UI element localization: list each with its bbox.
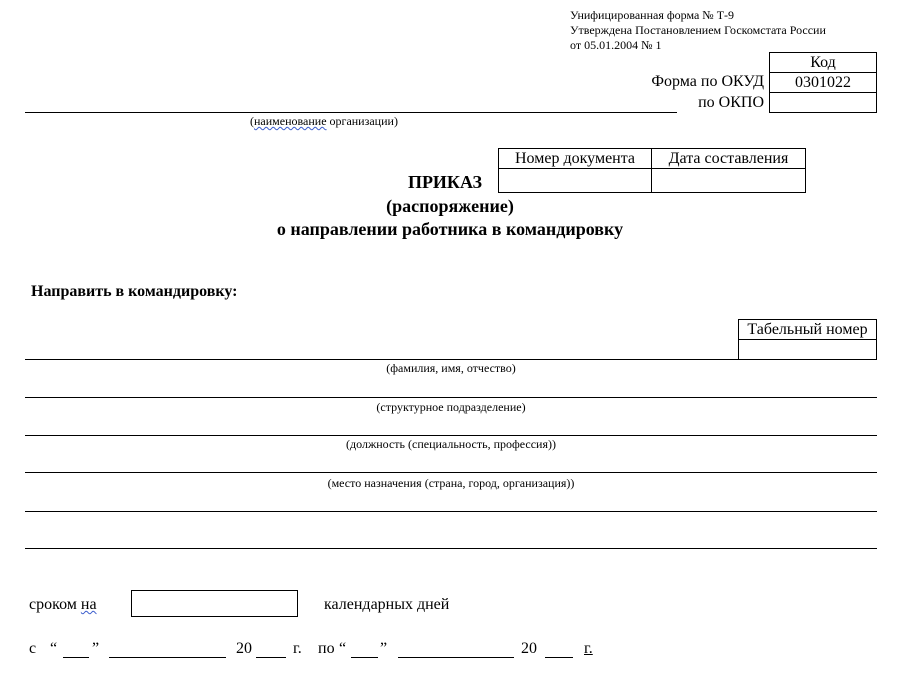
organization-line[interactable]	[25, 112, 677, 113]
date-to-open-quote: “	[339, 640, 347, 657]
doc-date-cell[interactable]	[651, 168, 806, 193]
date-from-year-prefix: 20	[236, 640, 252, 657]
position-caption: (должность (специальность, профессия))	[346, 437, 556, 451]
date-from-open-quote: “	[50, 640, 58, 657]
date-to-day-field[interactable]	[351, 657, 378, 658]
destination-line-2[interactable]	[25, 511, 877, 512]
position-line[interactable]	[25, 435, 877, 436]
approved-by: Утверждена Постановлением Госкомстата России	[570, 23, 826, 37]
date-from-day-field[interactable]	[63, 657, 89, 658]
term-na: на	[80, 596, 97, 613]
date-from-label: с	[29, 640, 37, 657]
date-from-year-field[interactable]	[256, 657, 286, 658]
send-label: Направить в командировку:	[31, 283, 238, 300]
form-name: Унифицированная форма № Т-9	[570, 8, 735, 22]
date-to-year-suffix: г.	[584, 640, 593, 657]
doc-date-header: Дата составления	[668, 150, 789, 167]
title-order: ПРИКАЗ	[407, 172, 483, 192]
code-header-cell	[769, 52, 877, 73]
date-to-label: по	[318, 640, 335, 657]
title-instruction: (распоряжение)	[386, 196, 514, 216]
date-to-month-field[interactable]	[398, 657, 514, 658]
fio-caption: (фамилия, имя, отчество)	[386, 361, 516, 375]
date-to-close-quote: ”	[380, 640, 388, 657]
date-to-year-field[interactable]	[545, 657, 573, 658]
okpo-value-cell[interactable]	[769, 92, 877, 113]
tab-number-header: Табельный номер	[747, 321, 868, 338]
destination-line-3[interactable]	[25, 548, 877, 549]
approved-date: от 05.01.2004 № 1	[570, 38, 662, 52]
destination-caption: (место назначения (страна, город, организация))	[327, 476, 575, 490]
okpo-label: по ОКПО	[698, 94, 764, 111]
title-subject: о направлении работника в командировку	[276, 219, 624, 239]
department-caption: (структурное подразделение)	[376, 400, 526, 414]
tab-number-header-cell	[738, 319, 877, 340]
term-days-input[interactable]	[131, 590, 298, 617]
term-prefix: сроком на	[29, 596, 97, 613]
organization-caption-word: наименование	[254, 114, 327, 128]
okud-value: 0301022	[795, 74, 851, 91]
okud-label: Форма по ОКУД	[651, 73, 764, 90]
doc-number-header-cell	[498, 148, 652, 169]
fio-line[interactable]	[25, 359, 739, 360]
term-suffix: календарных дней	[324, 596, 450, 613]
organization-caption: (наименование организации)	[250, 114, 398, 128]
code-header: Код	[810, 54, 836, 71]
date-from-year-suffix: г.	[293, 640, 302, 657]
tab-number-cell[interactable]	[738, 339, 877, 360]
date-from-close-quote: ”	[92, 640, 100, 657]
department-line[interactable]	[25, 397, 877, 398]
doc-number-header: Номер документа	[514, 150, 636, 167]
date-to-year-prefix: 20	[521, 640, 537, 657]
date-from-month-field[interactable]	[109, 657, 226, 658]
okud-value-cell[interactable]	[769, 72, 877, 93]
doc-date-header-cell	[651, 148, 806, 169]
destination-line[interactable]	[25, 472, 877, 473]
